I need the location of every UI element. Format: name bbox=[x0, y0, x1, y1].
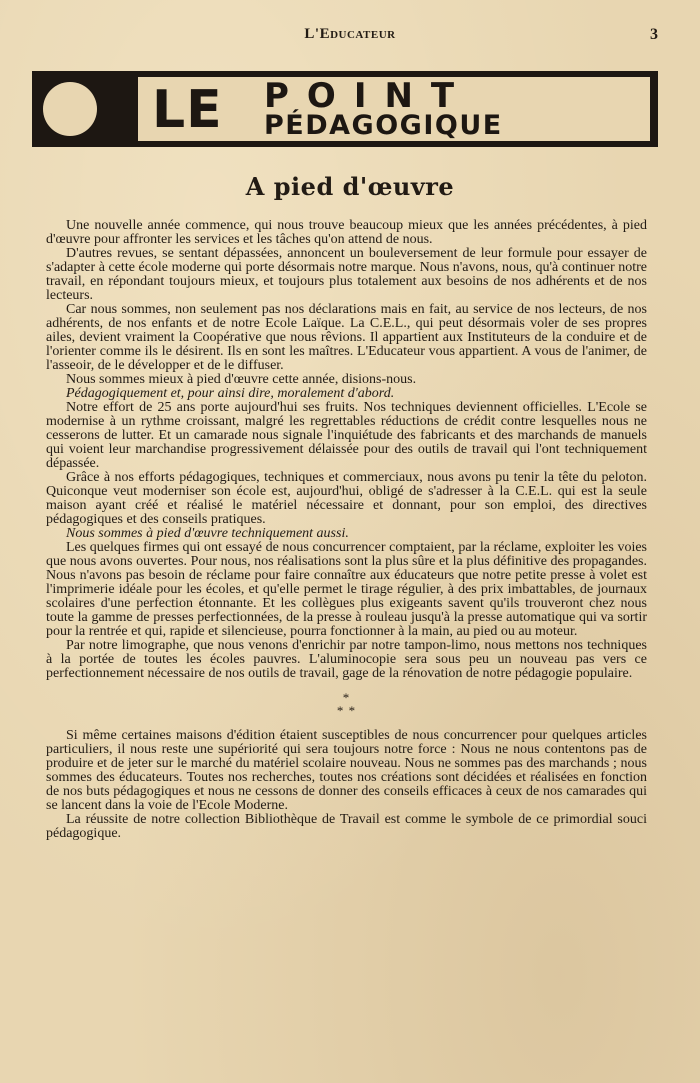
paragraph: Nous sommes mieux à pied d'œuvre cette année, disions-nous. bbox=[66, 372, 417, 387]
paragraph: Par notre limographe, que nous venons d'enrichir par notre tampon-limo, nous mettons nos techniques à la portée de toutes les écoles pauvres. L'aluminocopie sera sous peu un nouveau pas vers ce perfectionnement nécessaire de nos outils de travail, gage de la rénovation de notre pédagogie populaire. bbox=[46, 638, 647, 681]
banner-circle-ornament bbox=[43, 82, 97, 136]
paragraph: Les quelques firmes qui ont essayé de nous concurrencer comptaient, par la réclame, exploiter les voies que nous avons ouvertes. Pour nous, nos réalisations sont la plus sûre et la plus définitive des propagandes. Nous n'avons pas besoin de réclame pour faire connaître aux éducateurs que notre petite presse à volet est l'imprimerie idéale pour les écoles, et qu'elle permet le tirage régulier, à des prix imbattables, de journaux scolaires d'une perfection étonnante. Et les collègues plus exigeants savent qu'ils trouveront chez nous toute la gamme de presses perfectionnées, de la presse à rouleau jusqu'à la presse automatique qui va sortir pour la rentrée et qui, rapide et silencieuse, pourra fonctionner à la main, au pied ou au moteur. bbox=[46, 540, 647, 639]
asterism-separator: * * * bbox=[336, 690, 357, 718]
paragraph: Une nouvelle année commence, qui nous trouve beaucoup mieux que les années précédentes, à pied d'œuvre pour affronter les services et les tâches qu'on attend de nous. bbox=[46, 218, 647, 247]
paragraph: Si même certaines maisons d'édition étaient susceptibles de nous concurrencer pour quelques articles particuliers, il nous reste une supériorité qui sera toujours notre force : Nous ne nous contentons pas de produire et de jeter sur le marché du matériel scolaire nouveau. Nous ne sommes pas des marchands ; nous sommes des éducateurs. Toutes nos recherches, toutes nos créations sont décidées et réalisées en fonction de nos buts pédagogiques et nous ne cessons de donner des conseils efficaces à ceux de nos camarades qui se lancent dans la voie de l'Ecole Moderne. bbox=[46, 728, 647, 813]
article-title: A pied d'œuvre bbox=[245, 172, 455, 201]
article-body bbox=[46, 219, 647, 841]
paragraph: Grâce à nos efforts pédagogiques, techniques et commerciaux, nous avons pu tenir la tête du peloton. Quiconque veut moderniser son école est, aujourd'hui, obligé de s'adresser à la C.E.L. qui est la seule maison ayant créé et réalisé le matériel nécessaire et donnant, pour son emploi, des directives pédagogiques et des conseils pratiques. bbox=[46, 470, 647, 527]
paragraph: Notre effort de 25 ans porte aujourd'hui ses fruits. Nos techniques deviennent officielles. L'Ecole se modernise à un rythme croissant, malgré les regrettables réductions de crédit contre lesquelles nous ne cesserons de lutter. Et un camarade nous signale l'inquiétude des fabricants et des marchands de manuels qui voient leur marchandise progressivement délaissée pour des outils de travail qui l'ont techniquement dépassée. bbox=[46, 400, 647, 471]
journal-title: L'Educateur bbox=[304, 26, 396, 42]
banner-word-le: LE bbox=[152, 80, 223, 140]
banner-panel bbox=[136, 75, 652, 143]
page-number: 3 bbox=[650, 26, 658, 43]
section-banner bbox=[32, 71, 658, 147]
paragraph: D'autres revues, se sentant dépassées, annoncent un bouleversement de leur formule pour essayer de s'adapter à cette école moderne qui porte désormais notre marque. Nous n'avons, nous, qu'à continuer notre travail, en répondant toujours mieux, et toujours plus totalement aux besoins de nos adhérents et de nos lecteurs. bbox=[46, 246, 647, 303]
banner-word-point: POINT bbox=[264, 76, 473, 116]
paragraph: La réussite de notre collection Bibliothèque de Travail est comme le symbole de ce primordial souci pédagogique. bbox=[46, 812, 647, 841]
paragraph: Car nous sommes, non seulement pas nos déclarations mais en fait, au service de nos lecteurs, de nos adhérents, de nos enfants et de notre Ecole Laïque. La C.E.L., qui peut désormais voler de ses propres ailes, devient vraiment la Coopérative que nous rêvions. Il appartient aux Instituteurs de la conduire et de l'orienter comme ils le désirent. Ils en sont les maîtres. L'Educateur vous appartient. A vous de l'animer, de l'asseoir, de le développer et de le diffuser. bbox=[46, 302, 647, 373]
paragraph-italic: Nous sommes à pied d'œuvre techniquement aussi. bbox=[66, 526, 349, 541]
banner-word-pedagogique: PÉDAGOGIQUE bbox=[264, 110, 503, 141]
paragraph-italic: Pédagogiquement et, pour ainsi dire, moralement d'abord. bbox=[66, 386, 395, 401]
running-head bbox=[0, 26, 700, 48]
